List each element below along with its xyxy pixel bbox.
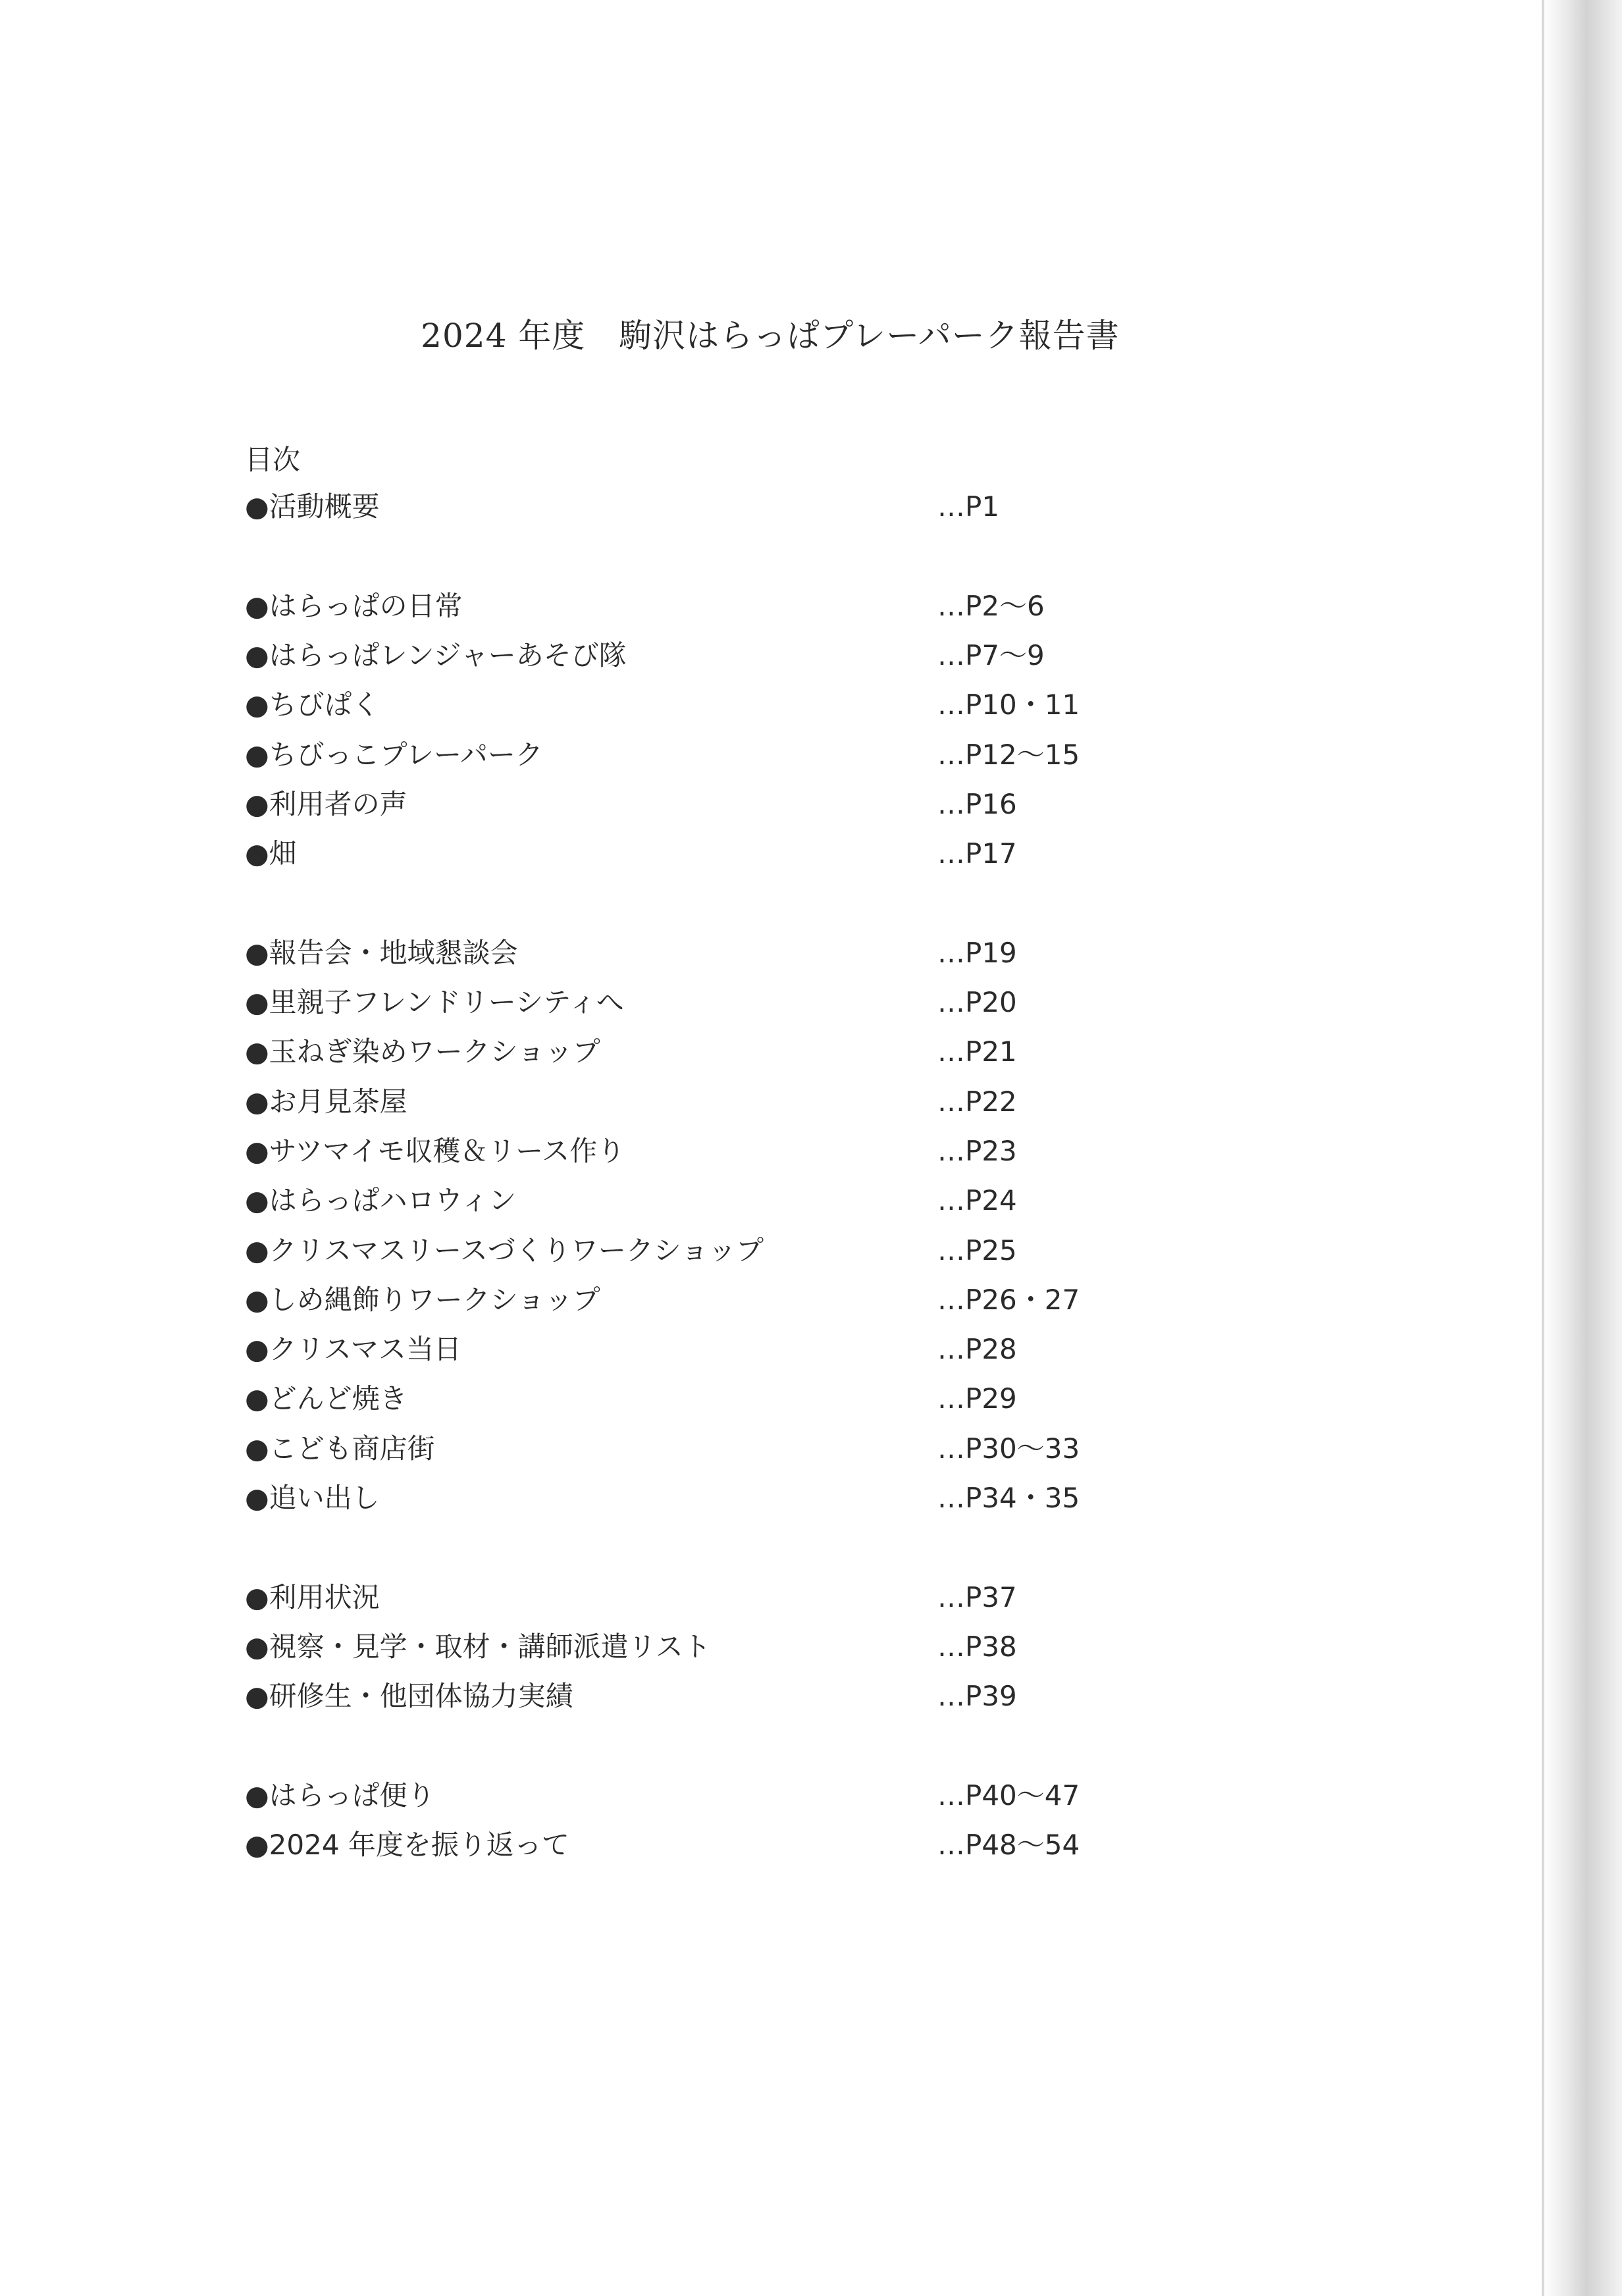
- toc-entry-label: ●お月見茶屋: [245, 1085, 407, 1118]
- toc-entry-page: …P20: [937, 986, 1017, 1018]
- toc-entry-page: …P24: [937, 1184, 1017, 1217]
- toc-entry-page: …P28: [937, 1333, 1017, 1366]
- toc-entry: [245, 834, 1166, 874]
- toc-entry: [245, 487, 1166, 527]
- toc-entry-page: …P38: [937, 1630, 1017, 1663]
- scan-edge-shadow: [1543, 0, 1622, 2296]
- toc-entry: [245, 785, 1166, 824]
- toc-entry-label: ●ちびっこプレーパーク: [245, 738, 543, 771]
- toc-entry-label: ●畑: [245, 837, 297, 870]
- toc-entry-page: …P30～33: [937, 1432, 1080, 1465]
- toc-entry-label: ●こども商店街: [245, 1432, 435, 1465]
- toc-entry-label: ●玉ねぎ染めワークショップ: [245, 1035, 600, 1068]
- toc-entry-label: ●研修生・他団体協力実績: [245, 1680, 573, 1713]
- table-of-contents: [245, 0, 1166, 2296]
- toc-entry-page: …P34・35: [937, 1482, 1080, 1514]
- toc-entry: [245, 1082, 1166, 1122]
- toc-entry-label: ●はらっぱの日常: [245, 589, 463, 622]
- toc-entry: [245, 1429, 1166, 1469]
- toc-entry-label: ●利用者の声: [245, 787, 407, 820]
- toc-entry-page: …P23: [937, 1134, 1017, 1167]
- toc-entry-label: ●里親子フレンドリーシティへ: [245, 986, 624, 1018]
- toc-entry-label: ●クリスマス当日: [245, 1333, 461, 1366]
- toc-entry-label: ●2024 年度を振り返って: [245, 1829, 569, 1862]
- toc-entry-page: …P21: [937, 1035, 1017, 1068]
- report-title: 2024 年度 駒沢はらっぱプレーパーク報告書: [421, 317, 1120, 355]
- toc-entry-label: ●はらっぱ便り: [245, 1779, 435, 1812]
- toc-entry-label: ●クリスマスリースづくりワークショップ: [245, 1234, 764, 1266]
- toc-entry: [245, 1776, 1166, 1815]
- toc-entry-label: ●視察・見学・取材・講師派遣リスト: [245, 1630, 711, 1663]
- toc-entry-page: …P1: [937, 490, 1000, 523]
- toc-entry-label: ●ちびぱく: [245, 689, 380, 721]
- toc-entry: [245, 1825, 1166, 1865]
- toc-entry: [245, 1231, 1166, 1270]
- toc-entry-page: …P25: [937, 1234, 1017, 1266]
- toc-entry-page: …P2～6: [937, 589, 1045, 622]
- toc-entry-page: …P22: [937, 1085, 1017, 1118]
- toc-entry: [245, 1478, 1166, 1518]
- toc-entry: [245, 587, 1166, 626]
- toc-entry-page: …P26・27: [937, 1283, 1080, 1316]
- toc-entry-page: …P29: [937, 1382, 1017, 1415]
- toc-entry: [245, 1181, 1166, 1220]
- toc-entry: [245, 1132, 1166, 1171]
- toc-entry-label: ●はらっぱレンジャーあそび隊: [245, 639, 627, 671]
- toc-entry-page: …P16: [937, 787, 1017, 820]
- toc-entry-label: ●しめ縄飾りワークショップ: [245, 1283, 600, 1316]
- scan-edge-line: [1542, 0, 1544, 2296]
- toc-entry-label: ●はらっぱハロウィン: [245, 1184, 517, 1217]
- toc-entry: [245, 636, 1166, 675]
- toc-entry: [245, 1032, 1166, 1072]
- toc-entry: [245, 1330, 1166, 1369]
- toc-entry: [245, 1677, 1166, 1716]
- toc-entry-page: …P48～54: [937, 1829, 1080, 1862]
- toc-entry: [245, 685, 1166, 725]
- toc-entry-page: …P40～47: [937, 1779, 1080, 1812]
- toc-entry-label: ●どんど焼き: [245, 1382, 407, 1415]
- toc-entry-label: ●報告会・地域懇談会: [245, 936, 518, 969]
- toc-entry-page: …P19: [937, 936, 1017, 969]
- toc-entry: [245, 1627, 1166, 1667]
- toc-entry: [245, 1578, 1166, 1617]
- toc-entry-label: ●追い出し: [245, 1482, 380, 1514]
- toc-entry-page: …P37: [937, 1580, 1017, 1613]
- toc-entry: [245, 933, 1166, 973]
- toc-entry-page: …P17: [937, 837, 1017, 870]
- toc-entry-page: …P12～15: [937, 738, 1080, 771]
- toc-entry: [245, 983, 1166, 1022]
- toc-entry: [245, 1280, 1166, 1320]
- toc-entry-label: ●利用状況: [245, 1580, 380, 1613]
- toc-entry-page: …P39: [937, 1680, 1017, 1713]
- toc-entry-page: …P7～9: [937, 639, 1045, 671]
- toc-entry: [245, 1379, 1166, 1419]
- toc-entry: [245, 735, 1166, 775]
- toc-entry-page: …P10・11: [937, 689, 1080, 721]
- toc-entry-label: ●サツマイモ収穫＆リース作り: [245, 1134, 625, 1167]
- toc-heading: 目次: [245, 444, 301, 476]
- toc-entry-label: ●活動概要: [245, 490, 380, 523]
